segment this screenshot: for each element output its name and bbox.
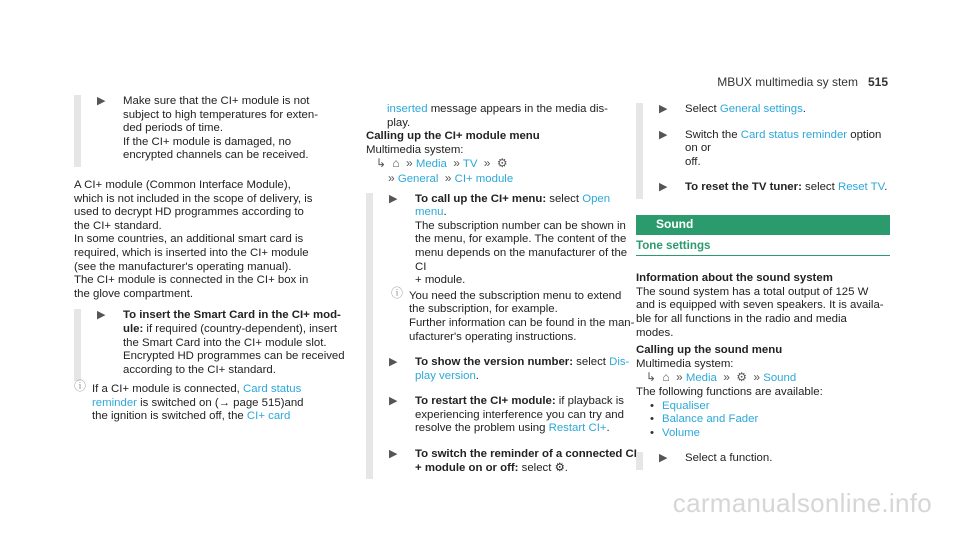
note-continuation (366, 103, 638, 130)
step-item: ▶ To call up the CI+ menu: select Open menu. The subscription number can be shown in the menu, for example. The content of the menu depends on the manufacturer of the CI + module. (387, 193, 638, 288)
info-note (74, 381, 350, 424)
text-line: the Smart Card into the CI+ module slot. (123, 336, 327, 349)
step-item: ▶ Select General settings. (659, 103, 806, 115)
step-item (657, 452, 890, 466)
list-item (650, 413, 890, 427)
step-item: ▶ To switch the reminder of a connected CI + module on or off: select ⚙. (389, 448, 637, 474)
step-item (95, 95, 350, 163)
step-title: ule: (123, 322, 144, 335)
text-span: Select (685, 103, 720, 115)
chevron-right-icon: » (444, 170, 452, 185)
text-span: Switch the (685, 128, 741, 141)
play-arrow-icon: ▶ (389, 448, 398, 461)
step-title: + module on or off: (415, 461, 519, 474)
step-title: To insert the Smart Card in the CI+ mod- (123, 309, 341, 322)
text-line: used to decrypt HD programmes according to (74, 206, 304, 219)
settings-icon[interactable]: ⚙ (554, 461, 565, 474)
column-2 (366, 103, 638, 479)
section-heading: Calling up the CI+ module menu (366, 130, 540, 143)
chevron-right-icon: » (723, 370, 730, 385)
list-item (650, 427, 890, 441)
step-title: To call up the CI+ menu: (415, 192, 547, 205)
section-heading: Information about the sound system (636, 272, 833, 285)
text-line: the CI+ standard. (74, 219, 162, 232)
path-start-icon: ↳ (646, 370, 657, 385)
text-span: If a CI+ module is connected, (92, 383, 244, 396)
chevron-right-icon: » (753, 370, 761, 385)
step-title: To show the version number: (415, 356, 574, 369)
text-line: ufacturer's operating instructions. (409, 330, 577, 343)
text-line: which is not included in the scope of delivery, is (74, 192, 313, 205)
path-start-icon: ↳ (376, 156, 387, 171)
display-version-link[interactable]: play version (415, 369, 476, 382)
text-span: select (573, 356, 610, 369)
play-arrow-icon: ▶ (97, 309, 106, 322)
text-line: If the CI+ module is damaged, no (123, 135, 292, 148)
instruction-box (636, 103, 890, 199)
text-line: The following functions are available: (636, 385, 823, 398)
text-line: Further information can be found in the man- (409, 316, 635, 329)
text-line: and is equipped with seven speakers. It is availa- (636, 299, 884, 312)
intro-paragraph (74, 179, 350, 301)
restart-ci-link[interactable]: Restart CI+ (548, 422, 607, 435)
general-link[interactable]: General (397, 172, 439, 185)
warning-box (74, 95, 350, 167)
card-status-reminder-link[interactable]: reminder (92, 396, 137, 409)
card-status-reminder-link[interactable]: Card status reminder (740, 128, 848, 141)
volume-link[interactable]: Volume (662, 426, 700, 439)
info-icon: ⓘ (74, 379, 87, 394)
text-span: if playback is (555, 395, 624, 408)
general-settings-link[interactable]: General settings (719, 103, 803, 115)
media-link[interactable]: Media (415, 158, 447, 171)
chevron-right-icon: » (388, 170, 395, 185)
nav-path (366, 157, 638, 186)
column-1 (74, 95, 350, 424)
step-title: To switch the reminder of a connected CI (415, 448, 637, 461)
text-line: off. (685, 155, 701, 168)
text-line: Multimedia system: (636, 357, 734, 370)
home-icon[interactable]: ⌂ (662, 370, 670, 385)
text-line: Make sure that the CI+ module is not (123, 95, 310, 107)
home-icon[interactable]: ⌂ (392, 156, 400, 171)
play-arrow-icon: ▶ (97, 95, 106, 107)
text-line: according to the CI+ standard. (123, 363, 276, 376)
section-header-sound: Sound (636, 215, 890, 235)
step-item: ▶ To reset the TV tuner: select Reset TV. (659, 181, 888, 194)
text-line: The subscription number can be shown in (415, 219, 626, 232)
chevron-right-icon: » (483, 156, 491, 171)
card-status-reminder-link[interactable]: Card status (243, 383, 302, 396)
reset-tv-link[interactable]: Reset TV (837, 181, 885, 194)
text-span: if required (country-dependent), insert (143, 322, 338, 335)
chevron-right-icon: » (676, 370, 683, 385)
ci-module-link[interactable]: CI+ module (454, 172, 514, 185)
info-note (391, 285, 638, 344)
balance-fader-link[interactable]: Balance and Fader (662, 413, 759, 426)
text-line: play. (387, 116, 411, 129)
media-link[interactable]: Media (685, 372, 717, 385)
text-line: modes. (636, 326, 674, 339)
text-line: ded periods of time. (123, 122, 224, 135)
text-line: (see the manufacturer's operating manual). (74, 260, 292, 273)
page-header (717, 75, 888, 89)
step-title: To restart the CI+ module: (415, 395, 556, 408)
step-item (657, 129, 890, 170)
watermark: carmanualsonline.info (672, 488, 932, 518)
sound-link[interactable]: Sound (763, 372, 797, 385)
function-list (636, 400, 890, 441)
nav-path (636, 371, 890, 386)
text-line: A CI+ module (Common Interface Module), (74, 178, 291, 191)
play-arrow-icon: ▶ (659, 103, 668, 115)
text-line: ble for all functions in the radio and media (636, 312, 847, 325)
step-item: ▶ To restart the CI+ module: if playback is experiencing interference you can try and resolve the problem using Restart CI+. (387, 395, 638, 436)
section-heading: Calling up the sound menu (636, 344, 783, 357)
play-arrow-icon: ▶ (659, 181, 668, 194)
step-item (95, 309, 350, 377)
chevron-right-icon: » (453, 156, 460, 171)
text-line: The CI+ module is connected in the CI+ box in (74, 274, 309, 287)
text-span: message appears in the media dis- (427, 103, 608, 115)
display-version-link[interactable]: Dis- (609, 356, 630, 369)
text-line: + module. (415, 274, 466, 287)
text-line: Encrypted HD programmes can be received (123, 350, 345, 363)
chevron-right-icon: » (406, 156, 413, 171)
text-line: The sound system has a total output of 125 W (636, 285, 869, 298)
settings-icon[interactable]: ⚙ (496, 156, 508, 171)
step-item: ▶ To show the version number: select Dis- play version. (389, 356, 630, 382)
text-line: menu depends on the manufacturer of the CI (415, 246, 628, 273)
tv-link[interactable]: TV (462, 158, 478, 171)
text-line: subject to high temperatures for exten- (123, 108, 319, 121)
text-line: Multimedia system: (366, 143, 464, 156)
text-line: the subscription, for example. (409, 303, 558, 316)
play-arrow-icon: ▶ (389, 356, 398, 369)
settings-icon[interactable]: ⚙ (736, 370, 748, 385)
page-number: 515 (867, 75, 888, 89)
instruction-box (74, 309, 350, 381)
list-item (650, 400, 890, 414)
text-span: select (518, 461, 555, 474)
play-arrow-icon: ▶ (659, 128, 668, 141)
ci-card-link[interactable]: CI+ card (246, 410, 291, 423)
column-3 (636, 103, 890, 470)
open-menu-link[interactable]: Open menu (415, 192, 611, 219)
text-line: Select a function. (685, 452, 773, 465)
play-arrow-icon: ▶ (389, 192, 398, 205)
instruction-box (636, 452, 890, 470)
text-span: select (546, 192, 583, 205)
text-span: is switched on ( (136, 396, 219, 409)
instruction-box (366, 193, 638, 480)
play-arrow-icon: ▶ (659, 452, 668, 465)
equaliser-link[interactable]: Equaliser (662, 399, 710, 412)
text-span: select (801, 181, 838, 194)
text-span: resolve the problem using (415, 422, 549, 435)
text-span: the ignition is switched off, the (92, 410, 247, 423)
text-line: In some countries, an additional smart card is (74, 233, 304, 246)
page-reference[interactable]: page 515)and (230, 396, 304, 409)
text-span: option on or (685, 128, 882, 155)
info-icon: ⓘ (391, 285, 404, 300)
text-line: encrypted channels can be received. (123, 149, 309, 162)
text-line: required, which is inserted into the CI+ module (74, 246, 309, 259)
page-ref-arrow-icon: → (218, 396, 231, 409)
header-title: MBUX multimedia sy stem (717, 75, 858, 89)
inserted-link[interactable]: inserted (387, 103, 428, 115)
step-title: To reset the TV tuner: (685, 181, 802, 194)
text-line: experiencing interference you can try and (415, 408, 624, 421)
subsection-header-tone-settings: Tone settings (636, 235, 890, 257)
text-line: the glove compartment. (74, 287, 194, 300)
text-line: the menu, for example. The content of the (415, 233, 627, 246)
play-arrow-icon: ▶ (389, 395, 398, 408)
text-line: You need the subscription menu to extend (409, 289, 622, 302)
